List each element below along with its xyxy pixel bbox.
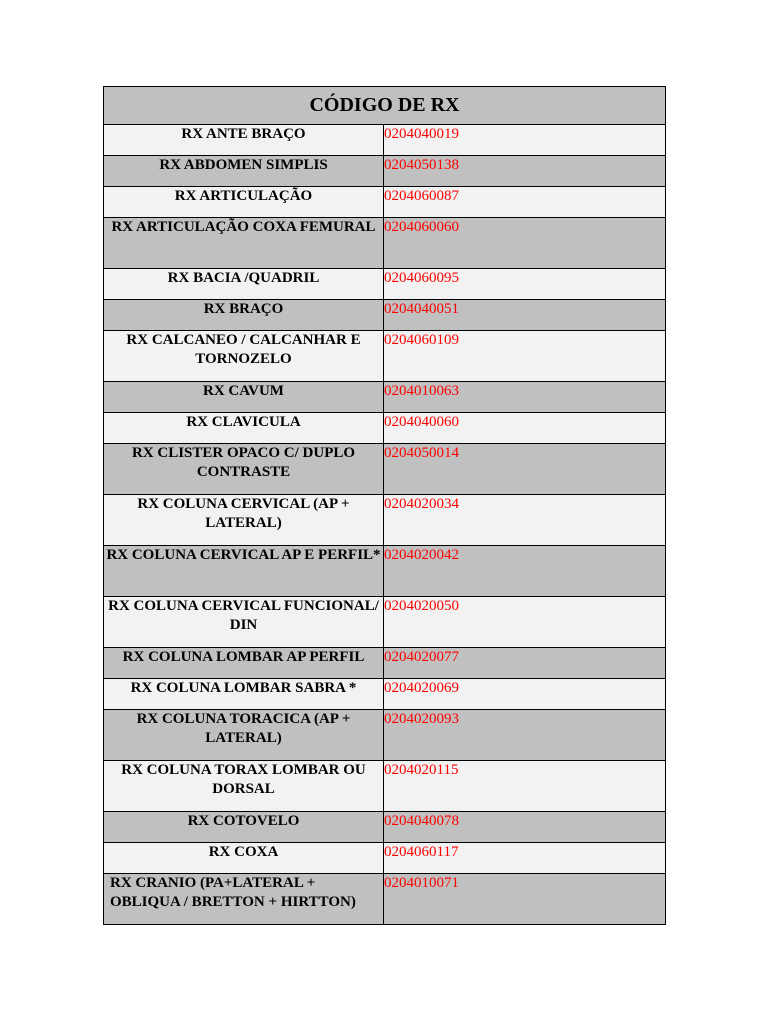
exam-name: RX COTOVELO — [104, 812, 384, 843]
exam-name: RX CAVUM — [104, 382, 384, 413]
exam-name: RX COLUNA LOMBAR AP PERFIL — [104, 648, 384, 679]
table-row — [104, 331, 666, 382]
exam-name: RX ARTICULAÇÃO COXA FEMURAL — [104, 218, 384, 269]
exam-name: RX CLISTER OPACO C/ DUPLO CONTRASTE — [104, 444, 384, 495]
exam-code: 0204060117 — [384, 843, 666, 874]
exam-code: 0204010063 — [384, 382, 666, 413]
exam-name: RX COLUNA CERVICAL FUNCIONAL/ DIN — [104, 597, 384, 648]
table-row — [104, 597, 666, 648]
exam-code: 0204020034 — [384, 495, 666, 546]
table-row — [104, 648, 666, 679]
exam-name: RX COXA — [104, 843, 384, 874]
exam-name: RX COLUNA TORAX LOMBAR OU DORSAL — [104, 761, 384, 812]
table-row — [104, 382, 666, 413]
rx-code-table — [103, 86, 666, 925]
exam-name: RX BRAÇO — [104, 300, 384, 331]
table-row — [104, 444, 666, 495]
exam-code: 0204020115 — [384, 761, 666, 812]
table-row — [104, 843, 666, 874]
exam-code: 0204020077 — [384, 648, 666, 679]
exam-code: 0204050138 — [384, 156, 666, 187]
exam-name: RX ANTE BRAÇO — [104, 125, 384, 156]
exam-code: 0204040051 — [384, 300, 666, 331]
exam-code: 0204010071 — [384, 874, 666, 925]
exam-code: 0204060109 — [384, 331, 666, 382]
exam-name: RX ABDOMEN SIMPLIS — [104, 156, 384, 187]
exam-code: 0204020069 — [384, 679, 666, 710]
exam-code: 0204060087 — [384, 187, 666, 218]
exam-name: RX COLUNA CERVICAL AP E PERFIL* — [104, 546, 384, 597]
exam-name: RX COLUNA TORACICA (AP + LATERAL) — [104, 710, 384, 761]
exam-name: RX CALCANEO / CALCANHAR E TORNOZELO — [104, 331, 384, 382]
table-row — [104, 812, 666, 843]
table-row — [104, 495, 666, 546]
table-row — [104, 269, 666, 300]
table-row — [104, 187, 666, 218]
table-row — [104, 218, 666, 269]
exam-name: RX CRANIO (PA+LATERAL + OBLIQUA / BRETTON + HIRTTON) — [104, 874, 384, 925]
table-row — [104, 546, 666, 597]
exam-code: 0204020093 — [384, 710, 666, 761]
table-row — [104, 300, 666, 331]
exam-code: 0204040060 — [384, 413, 666, 444]
exam-code: 0204020042 — [384, 546, 666, 597]
exam-code: 0204060095 — [384, 269, 666, 300]
table-row — [104, 710, 666, 761]
exam-code: 0204050014 — [384, 444, 666, 495]
exam-code: 0204040019 — [384, 125, 666, 156]
exam-name: RX BACIA /QUADRIL — [104, 269, 384, 300]
table-row — [104, 125, 666, 156]
exam-code: 0204060060 — [384, 218, 666, 269]
exam-name: RX ARTICULAÇÃO — [104, 187, 384, 218]
table-row — [104, 679, 666, 710]
exam-code: 0204020050 — [384, 597, 666, 648]
exam-name: RX CLAVICULA — [104, 413, 384, 444]
table-row — [104, 761, 666, 812]
table-row — [104, 874, 666, 925]
exam-name: RX COLUNA LOMBAR SABRA * — [104, 679, 384, 710]
exam-code: 0204040078 — [384, 812, 666, 843]
exam-name: RX COLUNA CERVICAL (AP + LATERAL) — [104, 495, 384, 546]
table-row — [104, 413, 666, 444]
table-title: CÓDIGO DE RX — [104, 87, 666, 125]
table-row — [104, 156, 666, 187]
